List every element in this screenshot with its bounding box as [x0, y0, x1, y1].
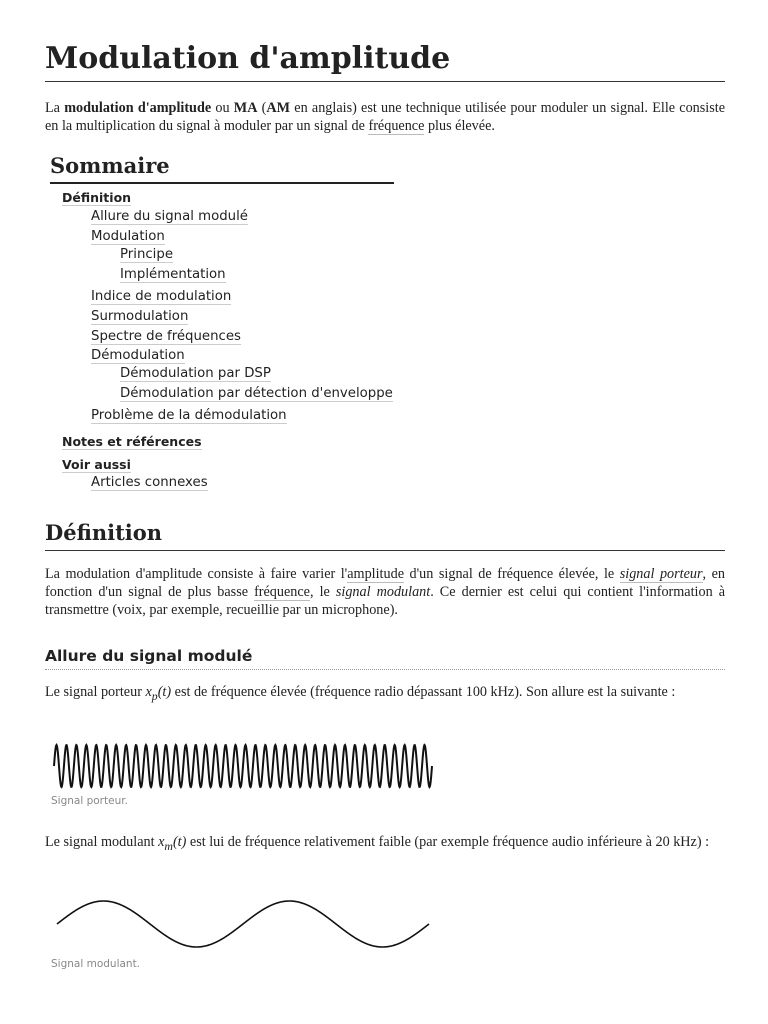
link-frequence[interactable]: fréquence	[368, 118, 425, 134]
toc-item[interactable]	[50, 457, 131, 472]
toc-item[interactable]	[50, 434, 202, 449]
toc-item[interactable]	[50, 348, 185, 363]
table-of-contents	[50, 152, 394, 490]
modulant-paragraph: Le signal modulant $x_m(t)$ est lui de fréquence relativement faible (par exemple fréquence audio inférieure à 20 kHz) :	[45, 834, 710, 853]
toc-item[interactable]	[50, 366, 271, 381]
toc-heading: Sommaire	[50, 152, 394, 184]
toc-item-label: Voir aussi	[62, 457, 131, 472]
toc-item-label: Définition	[62, 190, 132, 205]
toc-item-label: Démodulation par détection d'enveloppe	[120, 386, 393, 401]
modulant-signal-plot	[51, 895, 435, 953]
toc-item-label: Notes et références	[62, 434, 202, 449]
toc-item[interactable]	[50, 190, 131, 205]
link-frequence-2[interactable]: fréquence	[254, 584, 310, 600]
toc-item[interactable]	[50, 475, 208, 490]
toc-item-label: Indice de modulation	[91, 289, 232, 304]
caption-carrier: Signal porteur.	[51, 795, 128, 807]
link-signal-porteur[interactable]: signal porteur	[619, 566, 703, 582]
toc-item-label: Implémentation	[120, 267, 226, 282]
page-title: Modulation d'amplitude	[45, 40, 725, 82]
math-xp: $x_p(t)$	[145, 684, 172, 703]
intro-paragraph: La modulation d'amplitude ou MA (AM en anglais) est une technique utilisée pour moduler un signal. Elle consiste en la multiplication du signal à moduler par un signal de fréquence plus élevée.	[45, 100, 725, 134]
carrier-paragraph: Le signal porteur $x_p(t)$ est de fréquence élevée (fréquence radio dépassant 100 kHz). Son allure est la suivante :	[45, 684, 676, 703]
definition-paragraph: La modulation d'amplitude consiste à faire varier l'amplitude d'un signal de fréquence élevée, le signal porteur, en fonction d'un signal de plus basse fréquence, le signal modulant. Ce dernier est celui qui contient l'information à transmettre (voix, par exemple, recueillie par un microphone).	[45, 566, 726, 618]
toc-item-label: Démodulation	[91, 348, 185, 363]
toc-item[interactable]	[50, 229, 165, 244]
figure-carrier	[51, 742, 435, 807]
section-heading-definition: Définition	[45, 519, 725, 551]
toc-item-label: Démodulation par DSP	[120, 366, 271, 381]
figure-modulant	[51, 895, 435, 970]
carrier-signal-plot	[51, 742, 435, 790]
toc-item-label: Articles connexes	[91, 475, 208, 490]
toc-item[interactable]	[50, 309, 188, 324]
modulant-waveform	[57, 901, 429, 947]
toc-item[interactable]	[50, 329, 241, 344]
toc-item[interactable]	[50, 289, 231, 304]
toc-item[interactable]	[50, 247, 173, 262]
toc-item-label: Surmodulation	[91, 309, 189, 324]
carrier-waveform	[54, 745, 432, 787]
toc-item[interactable]	[50, 408, 287, 423]
toc-item-label: Allure du signal modulé	[91, 209, 248, 224]
link-amplitude[interactable]: amplitude	[347, 566, 404, 582]
article	[45, 0, 726, 970]
toc-item[interactable]	[50, 209, 248, 224]
toc-item-label: Spectre de fréquences	[91, 329, 241, 344]
toc-item-label: Modulation	[91, 229, 165, 244]
math-xm: $x_m(t)$	[158, 834, 187, 853]
caption-modulant: Signal modulant.	[51, 958, 141, 970]
subsection-heading-allure: Allure du signal modulé	[45, 645, 725, 670]
toc-item[interactable]	[50, 267, 226, 282]
toc-item-label: Problème de la démodulation	[91, 408, 287, 423]
toc-item[interactable]	[50, 386, 393, 401]
toc-item-label: Principe	[120, 247, 173, 262]
